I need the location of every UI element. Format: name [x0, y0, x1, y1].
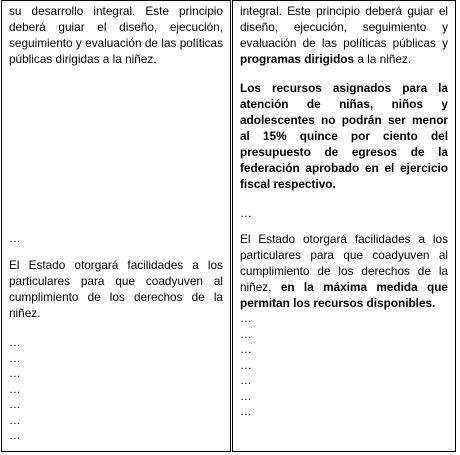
right-bold-paragraph: [240, 80, 448, 192]
spacer: [240, 192, 448, 205]
left-ellipsis-list: [9, 335, 223, 444]
ellipsis-line: …: [240, 342, 252, 356]
right-ellipsis-list: [240, 311, 448, 420]
comparison-table: [1, 0, 456, 452]
ellipsis-line: …: [240, 388, 252, 403]
ellipsis-line: …: [240, 373, 252, 387]
right-intro-tail: a la niñez.: [354, 52, 412, 66]
ellipsis-line: …: [240, 404, 252, 418]
right-state-text: El Estado otorgará facilidades a los particulares para que coadyuven al cumplimiento de los derechos de la niñez,: [240, 232, 448, 294]
ellipsis-line: …: [9, 428, 21, 442]
left-state-paragraph: El Estado otorgará facilidades a los particulares para que coadyuven al cumplimiento de los derechos de la niñez.: [9, 258, 223, 320]
ellipsis-line: …: [9, 335, 21, 349]
ellipsis-line: …: [9, 397, 21, 411]
spacer: [240, 221, 448, 231]
ellipsis-line: …: [9, 412, 21, 427]
spacer: [9, 321, 223, 335]
right-ellipsis: …: [240, 206, 252, 220]
right-column-cell: [232, 1, 456, 452]
ellipsis-line: …: [240, 311, 252, 325]
table-row: [2, 1, 456, 452]
ellipsis-line: …: [9, 350, 21, 365]
right-state-paragraph: [240, 231, 448, 311]
ellipsis-line: …: [9, 366, 21, 380]
right-state-bold: en la máxima medida que permitan los recursos disponibles.: [240, 280, 448, 310]
left-ellipsis: …: [9, 231, 21, 245]
right-intro-text: integral. Este principio deberá guiar el diseño, ejecución, seguimiento y evaluación de las políticas públicas y: [240, 4, 448, 50]
spacer: [240, 67, 448, 80]
left-column-cell: [2, 1, 232, 452]
ellipsis-line: …: [9, 381, 21, 396]
spacer: [9, 246, 223, 257]
right-bold-text: Los recursos asignados para la atención de niñas, niños y adolescentes no podrán ser menor al 15% quince por ciento del presupuesto de egresos de la federación aprobado en el ejercicio fiscal respectivo.: [240, 81, 448, 191]
ellipsis-line: …: [240, 357, 252, 372]
ellipsis-line: …: [240, 326, 252, 341]
spacer: [9, 67, 223, 230]
right-intro-paragraph: [240, 3, 448, 67]
left-intro-paragraph: su desarrollo integral. Este principio deberá guiar el diseño, ejecución, seguimiento y evaluación de las políticas públicas dirigidas a la niñez.: [9, 4, 223, 66]
right-intro-bold: programas dirigidos: [240, 52, 355, 66]
